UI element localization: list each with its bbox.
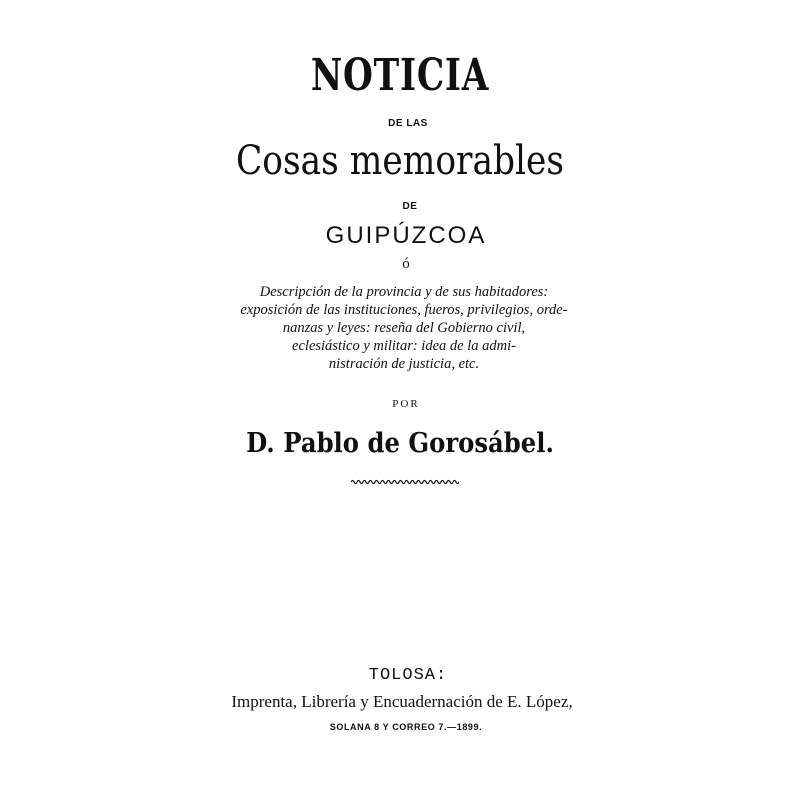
imprint-press: Imprenta, Librería y Encuadernación de E. López, — [231, 692, 573, 711]
description-line: nistración de justicia, etc. — [328, 356, 480, 372]
connector-por: POR — [392, 398, 420, 410]
author-name: D. Pablo de Gorosábel. — [246, 428, 554, 459]
description-line: eclesiástico y militar: idea de la admi- — [292, 338, 516, 354]
connector-de-las: DE LAS — [388, 118, 428, 129]
book-title: NOTICIA — [310, 50, 490, 101]
description-line: nanzas y leyes: reseña del Gobierno civil, — [282, 320, 526, 336]
imprint-address: SOLANA 8 Y CORREO 7.—1899. — [329, 722, 483, 732]
place-name: GUIPÚZCOA — [325, 222, 487, 249]
connector-de: DE — [402, 201, 418, 212]
imprint-city: TOLOSA: — [368, 666, 448, 685]
book-subtitle: Cosas memorables — [235, 138, 565, 184]
wavy-rule-ornament — [351, 477, 459, 487]
connector-o: ó — [402, 256, 410, 272]
description-line: Descripción de la provincia y de sus habitadores: — [259, 284, 549, 300]
description-line: exposición de las instituciones, fueros, privilegios, orde- — [240, 302, 568, 318]
